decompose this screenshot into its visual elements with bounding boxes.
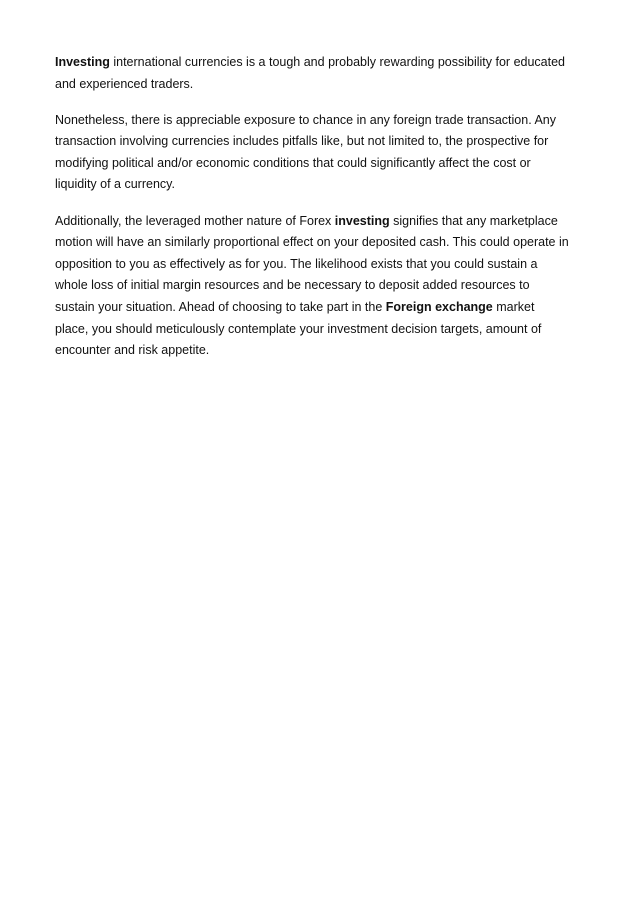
bold-term: investing	[334, 213, 390, 228]
text-line	[55, 174, 590, 196]
text-line	[55, 131, 590, 153]
text-line	[55, 254, 590, 276]
text-line	[55, 52, 590, 74]
text-line	[55, 153, 590, 175]
text-run: encounter and risk appetite.	[55, 343, 210, 358]
text-run: and experienced traders.	[55, 76, 194, 91]
bold-term: Investing	[55, 55, 110, 69]
text-run: opposition to you as effectively as for you. The likelihood exists that you could sustain a	[55, 256, 538, 271]
text-run: motion will have an similarly proportional effect on your deposited cash. This could operate in	[55, 235, 569, 250]
text-run: whole loss of initial margin resources and be necessary to deposit added resources to	[55, 278, 530, 293]
text-run: international currencies is a tough and probably rewarding possibility for educated	[109, 55, 566, 69]
paragraph-3	[55, 211, 590, 362]
text-run: Nonetheless, there is appreciable exposure to chance in any foreign trade transaction. Any	[55, 112, 557, 127]
text-line	[55, 74, 590, 96]
paragraph-2	[55, 110, 590, 196]
text-line	[55, 232, 590, 254]
text-line	[55, 110, 590, 132]
text-run: transaction involving currencies includes pitfalls like, but not limited to, the prospective for	[55, 134, 549, 149]
text-line	[55, 340, 590, 362]
text-run: liquidity of a currency.	[55, 177, 175, 192]
text-line	[55, 275, 590, 297]
text-line	[55, 297, 590, 319]
text-line	[55, 319, 590, 341]
document-page	[55, 52, 590, 376]
text-run: place, you should meticulously contemplate your investment decision targets, amount of	[55, 321, 542, 336]
text-run: modifying political and/or economic conditions that could significantly affect the cost or	[55, 155, 531, 170]
text-run: sustain your situation. Ahead of choosing to take part in the	[55, 299, 386, 314]
text-run: market	[492, 299, 535, 314]
bold-term: Foreign exchange	[385, 299, 493, 314]
text-run: signifies that any marketplace	[389, 213, 558, 228]
paragraph-1	[55, 52, 590, 95]
text-run: Additionally, the leveraged mother nature of Forex	[55, 213, 335, 228]
text-line	[55, 211, 590, 233]
